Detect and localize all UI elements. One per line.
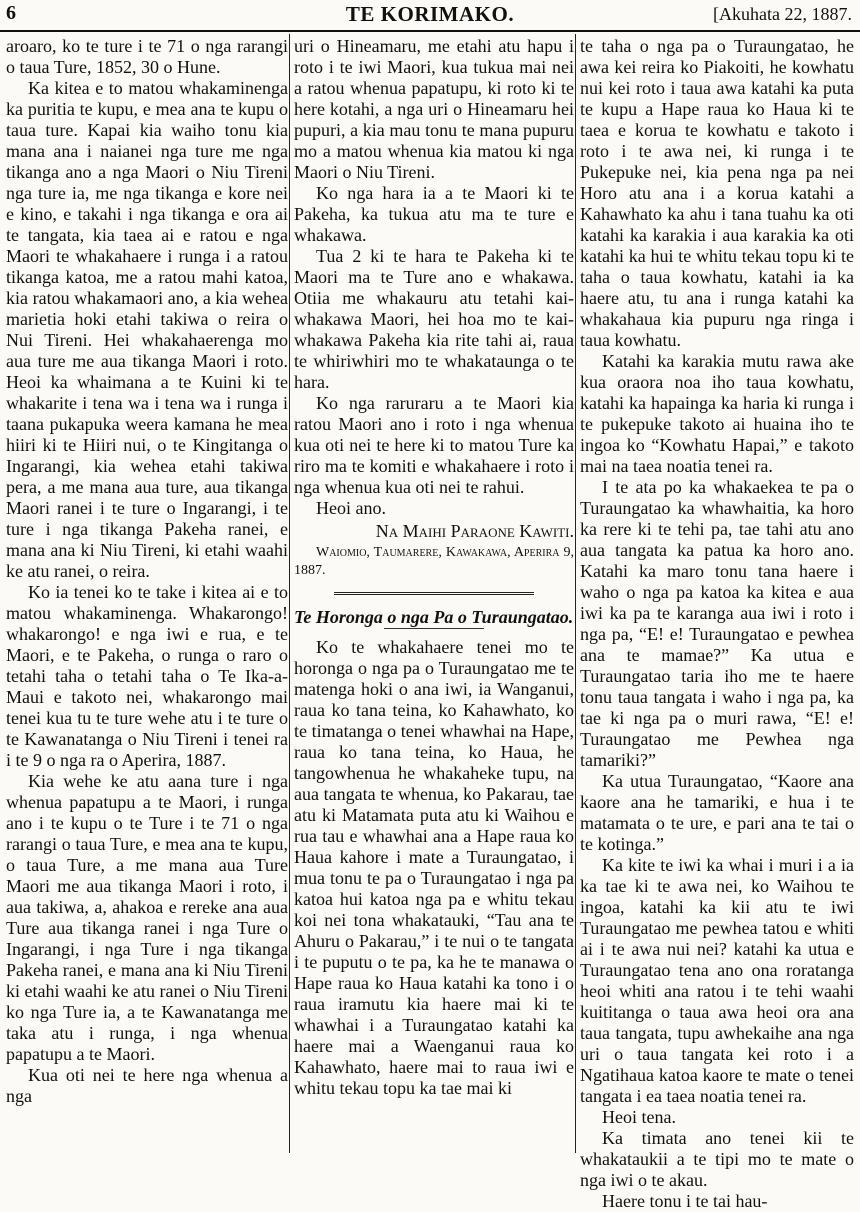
column-3 [580,36,854,1212]
paragraph: Ka timata ano tenei kii te whakataukii a te tipi mo te mate o nga iwi o te akau. [580,1128,854,1190]
paragraph: Ko ia tenei ko te take i kitea ai e to matou whakaminenga. Whakarongo! whakarongo! e nga iwi e rua, e te Maori, e te Pakeha, o runga o raro o tetahi taha o tetahi taha o Te Ika-a-Maui e takoto nei, whakarongo mai tenei kua tu te ture wehe atu i te ture o te Kawanatanga o Niu Tireni i tenei ra i te 9 o nga ra o Aperira, 1887. [6,582,288,770]
paragraph: Kia wehe ke atu aana ture i nga whenua papatupu a te Maori, i runga ano i te kupu o te Ture i te 71 o nga rarangi o taua Ture, e mea ana te kupu, o taua Ture, a me mana aua Ture Maori me aua tikanga Maori i roto, i aua takiwa, a, ahakoa e rereke ana aua Ture aua tikanga ranei i nga Ture o Ingarangi, i nga Ture i nga tikanga Pakeha ranei, e mana ana ki Niu Tireni ki etahi waahi ke atu ranei o Niu Tireni ko nga Ture ia, a te Kawanatanga me taka atu i runga, i nga whenua papatupu a te Maori. [6,771,288,1064]
paragraph: Ka kite te iwi ka whai i muri i a ia ka tae ki te awa nei, ko Waihou te ingoa, katahi ka kii atu te iwi Turaungatao me pewhea tatou e whiti ai i te awa nui nei? katahi ka utua e Turaungatao tena ano ona roratanga heoi whiti ana ratou i te tehi waahi kuititanga o taua awa heoi ora ana taua tangata, tupu awhekaihe ana nga uri o taua tangata kei roto i a Ngatihaua katoa kaore te mate o tenei tangata i ea taea noatia tenei ra. [580,855,854,1106]
page-number: 6 [6,2,16,24]
paragraph: aroaro, ko te ture i te 71 o nga rarangi o taua Ture, 1852, 30 o Hune. [6,36,288,77]
dateline [294,544,574,580]
headline-rule [384,628,484,629]
paragraph: Ko te whakahaere tenei mo te horonga o nga pa o Turaungatao me te matenga hoki o ana iwi, ia Wanganui, raua ko tana teina, ko Kahawhato, ko te timatanga o tenei whawhai na Hape, raua ko tana teina, ko Haua, he tangowhenua he whakaheke tupu, na aua tangata te whenua, ko Pakarau, tae atu ki Matamata puta atu ki Waihou e rua tau e whawhai ana a Hape raua ko Haua kahore i mate a Turaungatao, i mua tonu te pa o Turaungatao i nga pa katoa hui katoa nga pa e whitu tekau koi nei tona whakatauki, “Tau ana te Ahuru o Pakarau,” i te nui o te tangata i te puputu o te pa, ka he te manawa o Hape raua ko Haua katahi ka tono i o raua iramutu kia haere mai ki te whawhai i a Turaungatao katahi ka haere mai a Waenganui raua ko Kahawhato, haere mai to raua iwi e whitu tekau topu ka tae mai ki [294,637,574,1098]
paragraph: Ka utua Turaungatao, “Kaore ana kaore ana he tamariki, e hua i te matamata o te ure, e pari ana te tai o te kotinga.” [580,771,854,854]
paragraph: uri o Hineamaru, me etahi atu hapu i roto i te iwi Maori, kua tukua mai nei a ratou whenua papatupu, ki roto ki te here kotahi, a nga uri o Hineamaru hei pupuri, a kia mau tonu te mana pupuru mo a matou whenua kia matou ki nga Maori o Niu Tireni. [294,36,574,182]
paragraph: Haere tonu i te tai hau- [602,1191,768,1211]
column-1 [6,36,288,1107]
paragraph: Ko nga hara ia a te Maori ki te Pakeha, ka tukua atu ma te ture e whakawa. [294,183,574,245]
paragraph: Heoi ano. [316,498,386,518]
paragraph: Heoi tena. [602,1107,676,1127]
paragraph: te taha o nga pa o Turaungatao, he awa kei reira ko Piakoiti, he kowhatu nui kei roto i taua awa katahi ka puta te kupu a Hape raua ko Haua ki te taea e korua te kowhatu e takoto i roto i te awa nei, ki runga i te Pukepuke nei, kia pena nga pa nei Horo atu ana i a korua katahi a Kahawhato ka ahu i tana tuahu ka oti katahi ka karakia i aua karakia ka oti katahi ka hui te whitu tekau topu ki te taha o taua kowhatu, katahi ia ka haere atu, tu ana i runga katahi ka whakahaua kia pupuru nga ringa i taua kowhatu. [580,36,854,350]
column-divider-2 [575,34,576,1153]
issue-date: [Akuhata 22, 1887. [713,4,852,24]
paragraph: Ka kitea e to matou whakaminenga ka puritia te kupu, e mea ana te kupu o taua ture. Kapai kia waiho tonu kia mana ana i naianei nga ture me nga tikanga ano a nga Maori o Niu Tireni nga ture ia, me nga tikanga e kore nei e kino, e takahi i nga tikanga e ora ai te tangata, kia taea ai e ratou e nga Maori te whakahaere i runga i a ratou tikanga katoa, me a ratou mahi katoa, kia ratou whakamaori ano, a kia wehea marietia hoki etahi takiwa o reira o Nui Tireni. Hei whakahaerenga mo aua ture me aua tikanga Maori i roto. Heoi ka whaimana a te Kuini ki te whakarite i tena wa i tena wa i runga i taana pukapuka weera kamana he mea hiiri ki te Hiiri nui, o te Kingitanga o Ingarangi, kia wehea etahi takiwa pera, a me mana aua ture, aua tikanga Maori ranei i te ture o Ingarangi, i te ture i nga tikanga Pakeha ranei, e mana ana ki Niu Tireni, ki etahi waahi ke atu ranei, o reira. [6,78,288,581]
section-separator [334,592,534,597]
author-signature: Na Maihi Paraone Kawiti. [375,521,574,541]
newspaper-title: TE KORIMAKO. [345,2,515,26]
article-headline: Te Horonga o nga Pa o Turaungatao. [294,607,574,627]
page-header [0,0,860,32]
paragraph: Kua oti nei te here nga whenua a nga [6,1065,288,1106]
column-divider-1 [289,34,290,1153]
paragraph: Tua 2 ki te hara te Pakeha ki te Maori ma te Ture ano e whakawa. Otiia me whakauru atu tetahi kai-whakawa Maori, hei hoa mo te kai-whakawa Pakeha kia rite tahi ai, raua te whiriwhiri mo te whakataunga o te hara. [294,246,574,392]
paragraph: I te ata po ka whakaekea te pa o Turaungatao ka whawhaitia, ka horo ka rere ki te tehi pa, tae tahi atu ano aua tangata ka patua ka horo ano. Katahi ka maro tonu tana haere i waho o nga pa katoa ka kitea e aua iwi ka pa te karanga aua iwi i roto i nga pa, “E! e! Turaungatao e pewhea ana te mamae?” Ka utua e Turaungatao taria iho me te haere tonu taua tangata i waho i nga pa, ka tae ki nga pa o muri rawa, “E! e! Turaungatao me Pewhea nga tamariki?” [580,477,854,770]
paragraph: Ko nga raruraru a te Maori kia ratou Maori ano i roto i nga whenua kua oti nei te here ki to matou Ture ka riro ma te komiti e whakahaere i roto i nga whenua kua oti nei te rahui. [294,393,574,497]
column-2 [294,36,574,1099]
dateline-text: Waiomio, Taumarere, Kawakawa, Aperira 9, 1887. [294,545,574,578]
paragraph: Katahi ka karakia mutu rawa ake kua oraora noa iho taua kowhatu, katahi ka hapainga ka haria ki runga i te pukepuke takoto ai huaina iho te ingoa ko “Kowhatu Hapai,” e takoto mai na taea noatia tenei ra. [580,351,854,476]
